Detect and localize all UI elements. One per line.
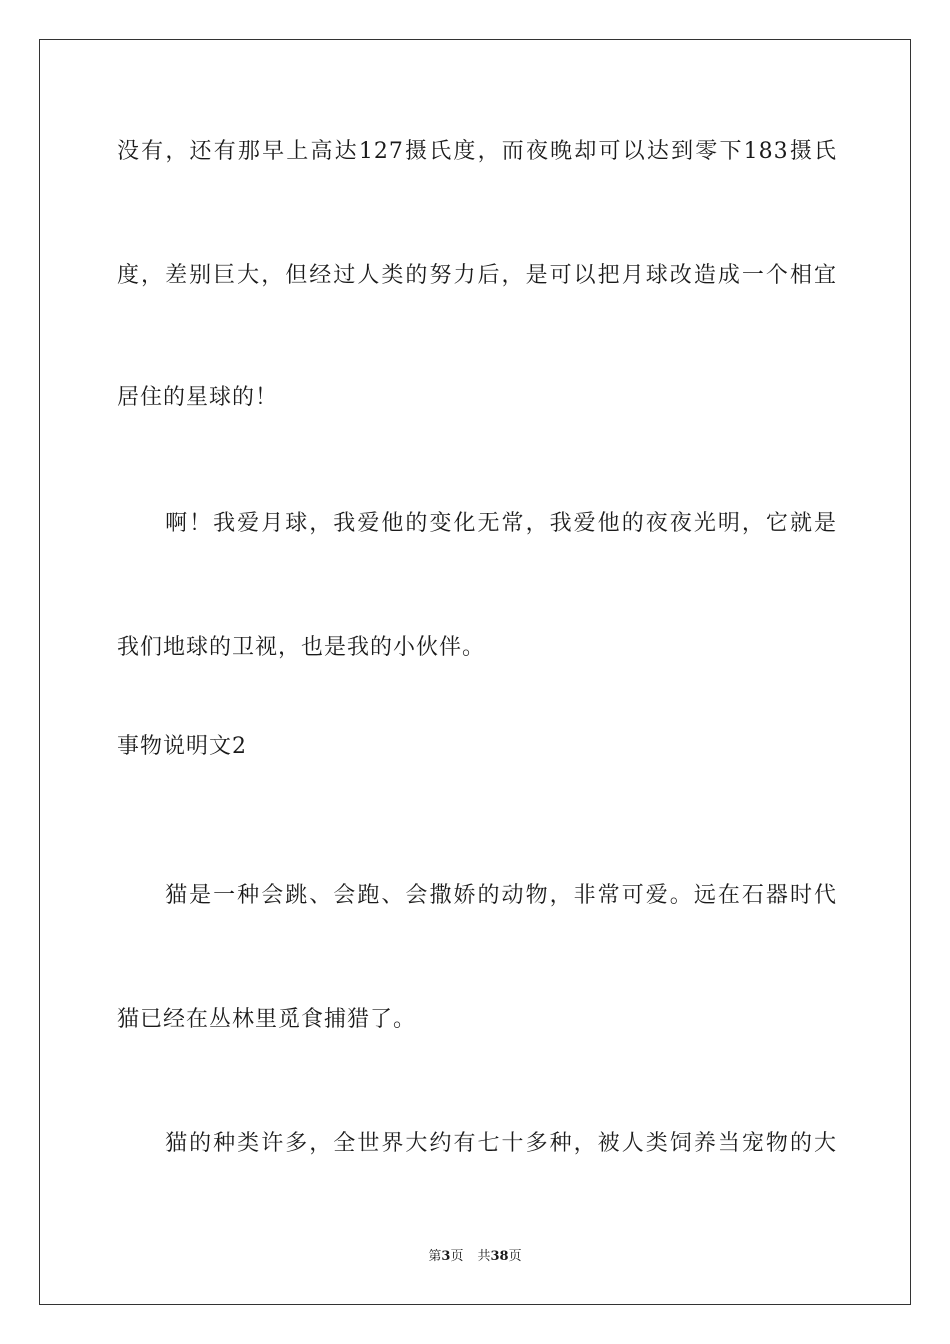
footer-page-current: 3: [441, 1249, 451, 1264]
footer-page-total: 38: [490, 1249, 509, 1264]
footer-page-suffix: 页: [450, 1249, 464, 1264]
body-line-7: 猫是一种会跳、会跑、会撒娇的动物，非常可爱。远在石器时代: [117, 883, 837, 908]
body-line-8: 猫已经在丛林里觅食捕猎了。: [117, 1007, 417, 1032]
footer-total-suffix: 页: [508, 1249, 522, 1264]
body-line-3: 居住的星球的！: [117, 385, 279, 410]
footer-total-prefix: 共: [477, 1249, 491, 1264]
footer-page-prefix: 第: [428, 1249, 442, 1264]
body-line-5: 我们地球的卫视，也是我的小伙伴。: [117, 635, 486, 660]
page-border: [39, 39, 911, 1305]
body-line-4: 啊！我爱月球，我爱他的变化无常，我爱他的夜夜光明，它就是: [117, 511, 837, 536]
page-footer: [0, 1248, 950, 1266]
section-heading: 事物说明文2: [117, 734, 247, 759]
body-line-1: 没有，还有那早上高达127摄氏度，而夜晚却可以达到零下183摄氏: [117, 139, 838, 164]
body-line-9: 猫的种类许多，全世界大约有七十多种，被人类饲养当宠物的大: [117, 1131, 837, 1156]
body-line-2: 度，差别巨大，但经过人类的努力后，是可以把月球改造成一个相宜: [117, 263, 837, 288]
